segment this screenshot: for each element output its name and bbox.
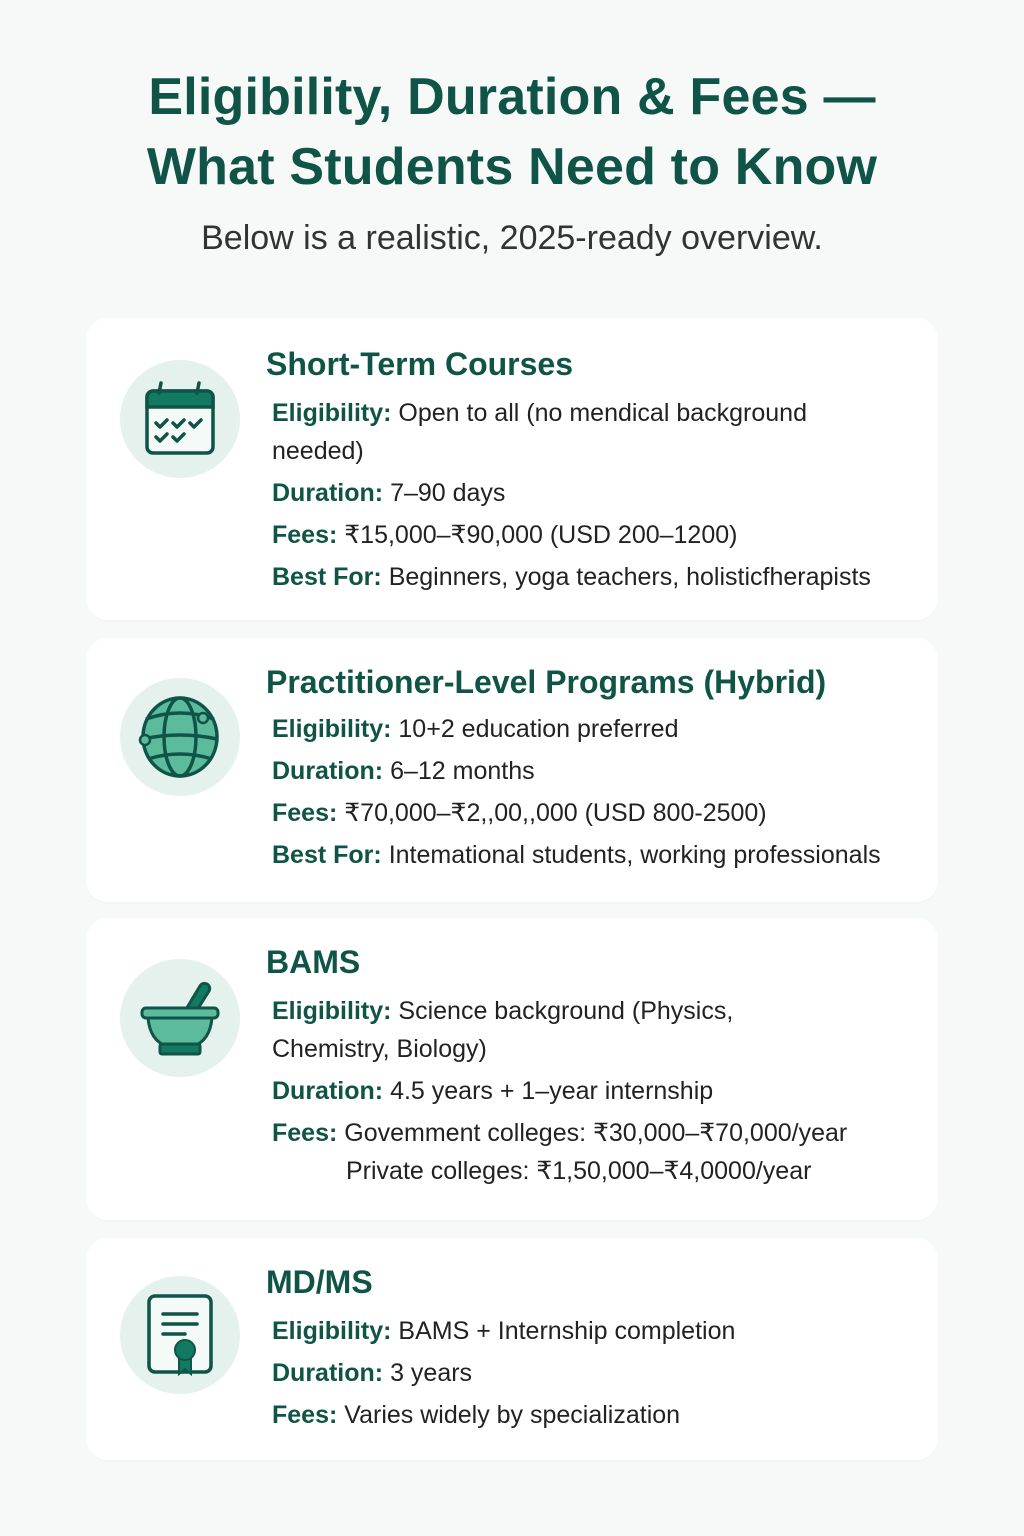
duration-row bbox=[272, 1072, 918, 1110]
eligibility-row bbox=[272, 992, 918, 1068]
certificate-icon bbox=[145, 1292, 215, 1378]
title-line-2: What Students Need to Know bbox=[146, 138, 878, 196]
calendar-check-icon bbox=[143, 381, 217, 457]
mortar-pestle-icon bbox=[138, 978, 222, 1058]
fees-row bbox=[272, 516, 918, 554]
card-title: MD/MS bbox=[266, 1264, 373, 1300]
fees-label: Fees: bbox=[272, 1401, 338, 1429]
fees-value: ₹15,000–₹90,000 (USD 200–1200) bbox=[344, 521, 738, 549]
card-title: Practitioner-Level Programs (Hybrid) bbox=[266, 664, 827, 700]
fees-value: ₹70,000–₹2,,00,,000 (USD 800-2500) bbox=[344, 799, 767, 827]
fees-label: Fees: bbox=[272, 1119, 338, 1147]
subtitle: Below is a realistic, 2025-ready overview. bbox=[201, 219, 823, 257]
best-for-row bbox=[272, 836, 918, 874]
duration-value: 3 years bbox=[390, 1359, 473, 1387]
card-content bbox=[266, 942, 918, 1190]
card-content bbox=[266, 1262, 918, 1434]
duration-row bbox=[272, 752, 918, 790]
fees-label: Fees: bbox=[272, 521, 338, 549]
card-content bbox=[266, 344, 918, 596]
eligibility-value: BAMS + Internship completion bbox=[398, 1317, 736, 1345]
card-title: Short-Term Courses bbox=[266, 346, 574, 382]
card-bams bbox=[86, 918, 938, 1220]
title-line-1: Eligibility, Duration & Fees — bbox=[148, 68, 876, 126]
card-title: BAMS bbox=[266, 944, 361, 980]
icon-circle bbox=[120, 1276, 240, 1394]
fees-label: Fees: bbox=[272, 799, 338, 827]
best-for-label: Best For: bbox=[272, 563, 382, 591]
duration-row bbox=[272, 474, 918, 512]
best-for-label: Best For: bbox=[272, 841, 382, 869]
fees-value: Varies widely by specialization bbox=[344, 1401, 681, 1429]
fees-value-cont: Private colleges: ₹1,50,000–₹4,0000/year bbox=[346, 1157, 812, 1185]
duration-value: 6–12 months bbox=[390, 757, 535, 785]
duration-value: 4.5 years + 1–year internship bbox=[390, 1077, 714, 1105]
eligibility-value: Open to all (no mendical background bbox=[398, 399, 807, 427]
duration-label: Duration: bbox=[272, 479, 384, 507]
eligibility-row bbox=[272, 394, 918, 470]
fees-value: Govemment colleges: ₹30,000–₹70,000/year bbox=[344, 1119, 848, 1147]
eligibility-row bbox=[272, 710, 918, 748]
globe-icon bbox=[138, 695, 222, 779]
fees-row bbox=[272, 1396, 918, 1434]
eligibility-value-cont: needed) bbox=[272, 437, 364, 465]
icon-circle bbox=[120, 678, 240, 796]
duration-value: 7–90 days bbox=[390, 479, 506, 507]
card-content bbox=[266, 662, 918, 874]
best-for-value: Intemational students, working professionals bbox=[388, 841, 881, 869]
fees-row bbox=[272, 794, 918, 832]
duration-label: Duration: bbox=[272, 1359, 384, 1387]
card-practitioner-level-programs bbox=[86, 638, 938, 902]
card-short-term-courses bbox=[86, 318, 938, 620]
eligibility-label: Eligibility: bbox=[272, 1317, 392, 1345]
eligibility-value: Science background (Physics, bbox=[398, 997, 734, 1025]
eligibility-value: 10+2 education preferred bbox=[398, 715, 679, 743]
duration-row bbox=[272, 1354, 918, 1392]
best-for-value: Beginners, yoga teachers, holisticfherapists bbox=[388, 563, 871, 591]
eligibility-row bbox=[272, 1312, 918, 1350]
icon-circle bbox=[120, 360, 240, 478]
page-title bbox=[0, 62, 1024, 202]
eligibility-value-cont: Chemistry, Biology) bbox=[272, 1035, 487, 1063]
card-md-ms bbox=[86, 1238, 938, 1460]
fees-row bbox=[272, 1114, 918, 1152]
header bbox=[0, 0, 1024, 258]
duration-label: Duration: bbox=[272, 757, 384, 785]
icon-circle bbox=[120, 959, 240, 1077]
eligibility-label: Eligibility: bbox=[272, 399, 392, 427]
eligibility-label: Eligibility: bbox=[272, 715, 392, 743]
eligibility-label: Eligibility: bbox=[272, 997, 392, 1025]
fees-row-private bbox=[272, 1152, 918, 1190]
best-for-row bbox=[272, 558, 918, 596]
duration-label: Duration: bbox=[272, 1077, 384, 1105]
